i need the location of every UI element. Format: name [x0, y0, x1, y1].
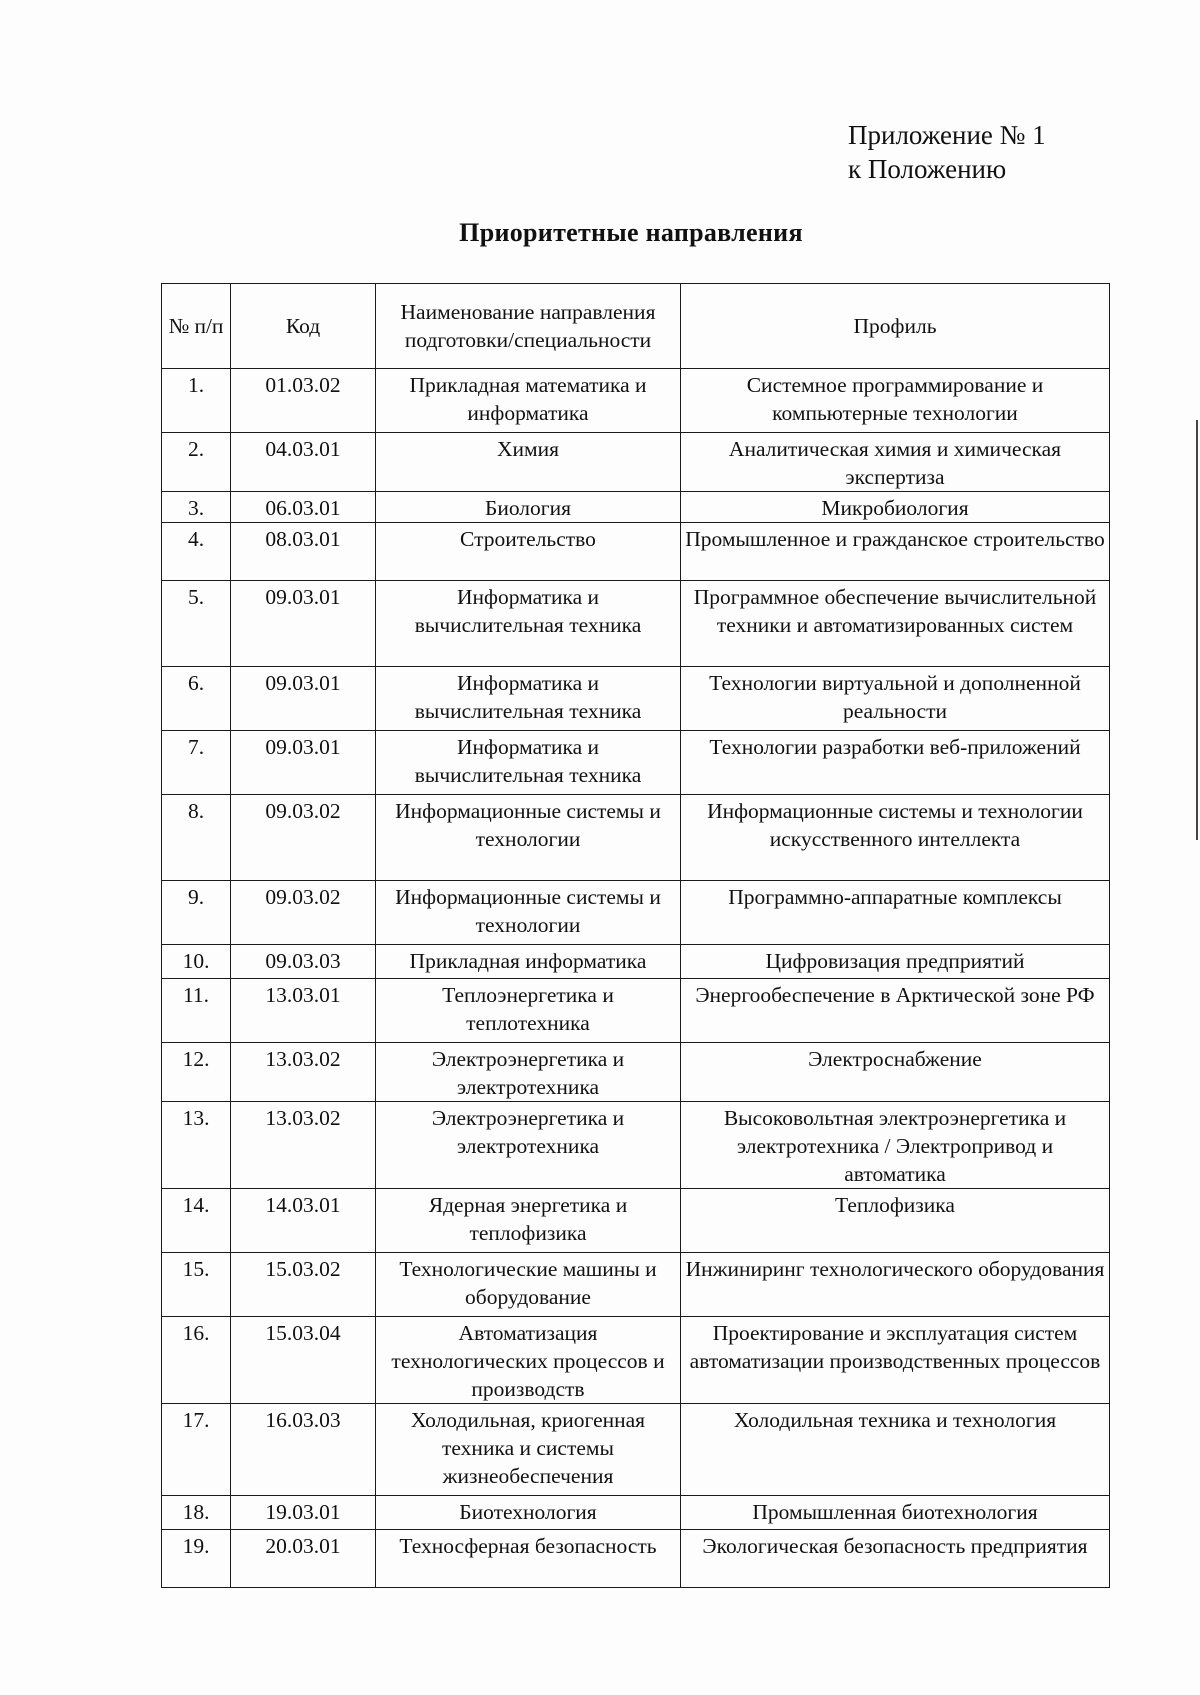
table-row [162, 795, 1110, 881]
scan-edge-mark [1196, 420, 1198, 840]
direction-code: 09.03.02 [231, 881, 376, 945]
direction-code: 06.03.01 [231, 492, 376, 523]
profile-name: Инжиниринг технологического оборудования [681, 1253, 1110, 1317]
row-number: 10. [162, 945, 231, 979]
direction-name: Автоматизация технологических процессов и производств [376, 1317, 681, 1404]
direction-code: 19.03.01 [231, 1496, 376, 1530]
row-number: 3. [162, 492, 231, 523]
row-number: 11. [162, 979, 231, 1043]
profile-name: Проектирование и эксплуатация систем автоматизации производственных процессов [681, 1317, 1110, 1404]
row-number: 16. [162, 1317, 231, 1404]
direction-name: Электроэнергетика и электротехника [376, 1102, 681, 1189]
direction-code: 13.03.02 [231, 1043, 376, 1102]
table-row [162, 433, 1110, 492]
row-number: 13. [162, 1102, 231, 1189]
profile-name: Системное программирование и компьютерные технологии [681, 369, 1110, 433]
direction-code: 08.03.01 [231, 523, 376, 581]
table-row [162, 667, 1110, 731]
direction-name: Прикладная математика и информатика [376, 369, 681, 433]
direction-name: Информатика и вычислительная техника [376, 731, 681, 795]
appendix-number: Приложение № 1 [848, 120, 1046, 150]
direction-name: Теплоэнергетика и теплотехника [376, 979, 681, 1043]
table-row [162, 523, 1110, 581]
direction-name: Информатика и вычислительная техника [376, 581, 681, 667]
profile-name: Промышленная биотехнология [681, 1496, 1110, 1530]
row-number: 4. [162, 523, 231, 581]
direction-name: Технологические машины и оборудование [376, 1253, 681, 1317]
direction-code: 13.03.01 [231, 979, 376, 1043]
direction-name: Информационные системы и технологии [376, 881, 681, 945]
table-row [162, 1102, 1110, 1189]
direction-code: 09.03.02 [231, 795, 376, 881]
document-title: Приоритетные направления [459, 218, 803, 247]
direction-code: 20.03.01 [231, 1530, 376, 1588]
table-row [162, 1189, 1110, 1253]
direction-code: 09.03.03 [231, 945, 376, 979]
direction-code: 09.03.01 [231, 667, 376, 731]
header-direction-name: Наименование направления подготовки/специальности [376, 284, 681, 369]
direction-name: Информационные системы и технологии [376, 795, 681, 881]
header-code: Код [231, 284, 376, 369]
profile-name: Энергообеспечение в Арктической зоне РФ [681, 979, 1110, 1043]
row-number: 8. [162, 795, 231, 881]
table-row [162, 581, 1110, 667]
direction-name: Прикладная информатика [376, 945, 681, 979]
table-row [162, 945, 1110, 979]
direction-name: Электроэнергетика и электротехника [376, 1043, 681, 1102]
row-number: 14. [162, 1189, 231, 1253]
direction-name: Биотехнология [376, 1496, 681, 1530]
direction-name: Химия [376, 433, 681, 492]
table-row [162, 979, 1110, 1043]
table-row [162, 1404, 1110, 1496]
profile-name: Программно-аппаратные комплексы [681, 881, 1110, 945]
row-number: 6. [162, 667, 231, 731]
direction-code: 15.03.04 [231, 1317, 376, 1404]
row-number: 15. [162, 1253, 231, 1317]
header-number: № п/п [162, 284, 231, 369]
direction-code: 15.03.02 [231, 1253, 376, 1317]
direction-code: 13.03.02 [231, 1102, 376, 1189]
direction-code: 09.03.01 [231, 731, 376, 795]
row-number: 12. [162, 1043, 231, 1102]
direction-name: Техносферная безопасность [376, 1530, 681, 1588]
row-number: 17. [162, 1404, 231, 1496]
direction-name: Ядерная энергетика и теплофизика [376, 1189, 681, 1253]
profile-name: Цифровизация предприятий [681, 945, 1110, 979]
table-row [162, 1317, 1110, 1404]
table-row [162, 1253, 1110, 1317]
profile-name: Теплофизика [681, 1189, 1110, 1253]
table-row [162, 1043, 1110, 1102]
table-header-row [162, 284, 1110, 369]
row-number: 5. [162, 581, 231, 667]
direction-name: Информатика и вычислительная техника [376, 667, 681, 731]
direction-name: Биология [376, 492, 681, 523]
profile-name: Аналитическая химия и химическая экспертиза [681, 433, 1110, 492]
profile-name: Технологии виртуальной и дополненной реальности [681, 667, 1110, 731]
row-number: 18. [162, 1496, 231, 1530]
row-number: 7. [162, 731, 231, 795]
profile-name: Микробиология [681, 492, 1110, 523]
priority-directions-table [161, 283, 1110, 1588]
profile-name: Экологическая безопасность предприятия [681, 1530, 1110, 1588]
direction-code: 14.03.01 [231, 1189, 376, 1253]
row-number: 2. [162, 433, 231, 492]
profile-name: Программное обеспечение вычислительной техники и автоматизированных систем [681, 581, 1110, 667]
direction-name: Строительство [376, 523, 681, 581]
row-number: 19. [162, 1530, 231, 1588]
row-number: 9. [162, 881, 231, 945]
direction-code: 01.03.02 [231, 369, 376, 433]
table-body [162, 369, 1110, 1588]
table-row [162, 731, 1110, 795]
direction-code: 09.03.01 [231, 581, 376, 667]
header-profile: Профиль [681, 284, 1110, 369]
profile-name: Информационные системы и технологии искусственного интеллекта [681, 795, 1110, 881]
row-number: 1. [162, 369, 231, 433]
profile-name: Холодильная техника и технология [681, 1404, 1110, 1496]
direction-code: 16.03.03 [231, 1404, 376, 1496]
table-row [162, 1530, 1110, 1588]
appendix-header [848, 118, 1046, 186]
profile-name: Электроснабжение [681, 1043, 1110, 1102]
table-row [162, 881, 1110, 945]
profile-name: Технологии разработки веб-приложений [681, 731, 1110, 795]
direction-name: Холодильная, криогенная техника и системы жизнеобеспечения [376, 1404, 681, 1496]
table-row [162, 492, 1110, 523]
table-row [162, 1496, 1110, 1530]
direction-code: 04.03.01 [231, 433, 376, 492]
appendix-reference: к Положению [848, 154, 1007, 184]
profile-name: Высоковольтная электроэнергетика и электротехника / Электропривод и автоматика [681, 1102, 1110, 1189]
profile-name: Промышленное и гражданское строительство [681, 523, 1110, 581]
table-row [162, 369, 1110, 433]
